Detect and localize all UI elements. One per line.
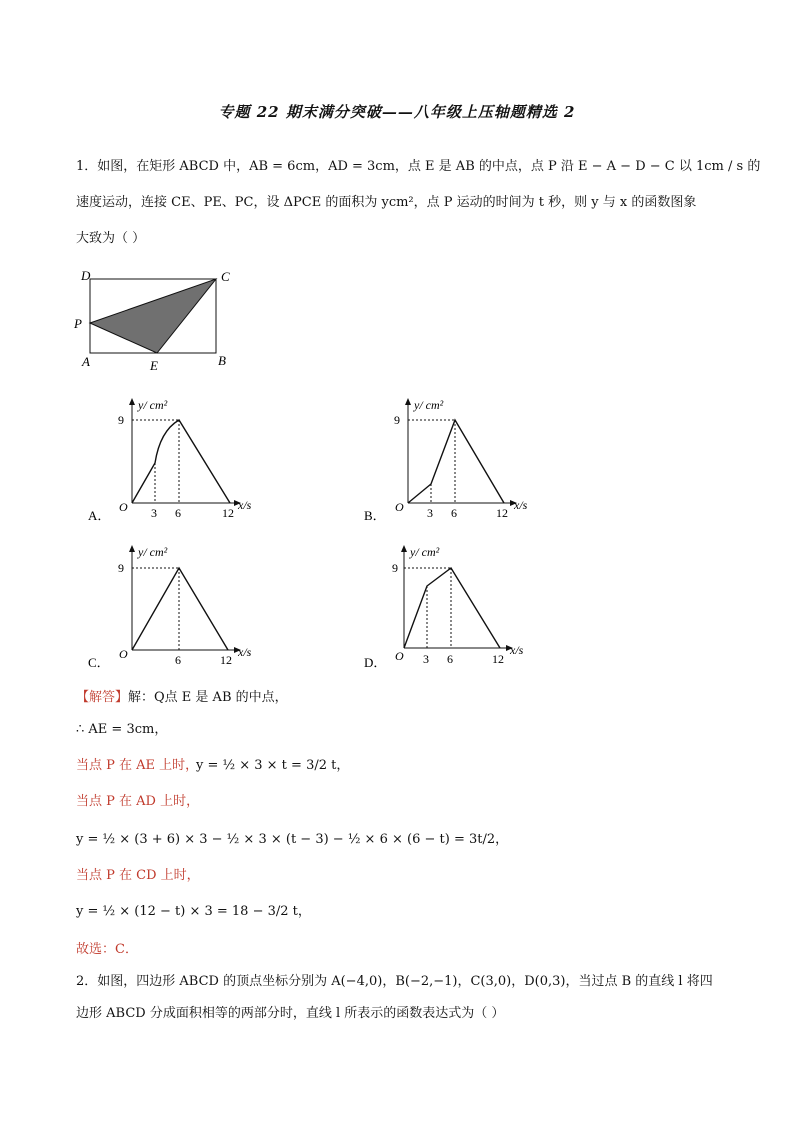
option-label: D． bbox=[364, 655, 387, 670]
x-tick: 12 bbox=[222, 506, 234, 520]
y-tick-9: 9 bbox=[392, 561, 398, 575]
y-axis-label: y/ cm² bbox=[414, 398, 444, 412]
solution-intro: 解：Q点 E 是 AB 的中点， bbox=[128, 690, 288, 705]
case-1-formula: y = ½ × 3 × t = 3/2 t， bbox=[196, 758, 350, 773]
origin-label: O bbox=[395, 649, 404, 663]
x-tick: 6 bbox=[175, 506, 181, 520]
label-P: P bbox=[74, 316, 82, 331]
question-2-line-1: 2．如图，四边形 ABCD 的顶点坐标分别为 A(−4,0)，B(−2,−1)，C(3,0)，D(0,3)，当过点 B 的直线 l 将四 bbox=[76, 974, 713, 989]
triangle-pce bbox=[90, 279, 216, 353]
option-b-graph bbox=[362, 393, 542, 528]
option-label: A． bbox=[88, 508, 111, 523]
y-tick-9: 9 bbox=[118, 561, 124, 575]
y-tick-9: 9 bbox=[394, 413, 400, 427]
x-axis-label: x/s bbox=[238, 645, 252, 659]
x-tick: 3 bbox=[427, 506, 433, 520]
question-1-line-1: 1．如图，在矩形 ABCD 中，AB = 6cm，AD = 3cm，点 E 是 AB 的中点，点 P 沿 E − A − D − C 以 1cm / s 的 bbox=[76, 159, 761, 174]
rectangle-figure bbox=[70, 262, 240, 377]
x-tick: 12 bbox=[220, 653, 232, 667]
option-a-graph bbox=[86, 393, 266, 528]
case-2-formula: y = ½ × (3 + 6) × 3 − ½ × 3 × (t − 3) − ½ × 6 × (6 − t) = 3t/2， bbox=[76, 832, 509, 847]
x-tick: 6 bbox=[175, 653, 181, 667]
y-axis-label: y/ cm² bbox=[138, 398, 168, 412]
label-C: C bbox=[221, 269, 230, 284]
solution-intro-line bbox=[76, 688, 288, 708]
label-A: A bbox=[82, 354, 90, 369]
option-label: C． bbox=[88, 655, 110, 670]
origin-label: O bbox=[395, 500, 404, 514]
y-axis-label: y/ cm² bbox=[410, 545, 440, 559]
case-3-formula: y = ½ × (12 − t) × 3 = 18 − 3/2 t， bbox=[76, 904, 311, 919]
x-axis-label: x/s bbox=[238, 498, 252, 512]
solution-heading: 【解答】 bbox=[76, 690, 129, 705]
y-tick-9: 9 bbox=[118, 413, 124, 427]
x-tick: 3 bbox=[423, 652, 429, 666]
label-D: D bbox=[81, 268, 91, 283]
label-B: B bbox=[218, 353, 226, 368]
x-tick: 12 bbox=[496, 506, 508, 520]
x-tick: 6 bbox=[447, 652, 453, 666]
solution-conclusion: 故选：C． bbox=[76, 942, 138, 957]
y-axis-label: y/ cm² bbox=[138, 545, 168, 559]
case-1-label: 当点 P 在 AE 上时， bbox=[76, 758, 199, 773]
x-axis-label: x/s bbox=[514, 498, 528, 512]
question-1-line-2: 速度运动，连接 CE、PE、PC，设 ΔPCE 的面积为 ycm²，点 P 运动的时间为 t 秒，则 y 与 x 的函数图象 bbox=[76, 195, 697, 210]
case-2-label: 当点 P 在 AD 上时， bbox=[76, 794, 200, 809]
x-tick: 12 bbox=[492, 652, 504, 666]
page-title: 专题 22 期末满分突破——八年级上压轴题精选 2 bbox=[218, 103, 576, 121]
origin-label: O bbox=[119, 647, 128, 661]
x-tick: 3 bbox=[151, 506, 157, 520]
option-label: B． bbox=[364, 508, 386, 523]
x-tick: 6 bbox=[451, 506, 457, 520]
question-2-line-2: 边形 ABCD 分成面积相等的两部分时，直线 l 所表示的函数表达式为（ ） bbox=[76, 1006, 505, 1021]
question-1-line-3: 大致为（ ） bbox=[76, 231, 146, 246]
x-axis-label: x/s bbox=[510, 643, 524, 657]
option-c-graph bbox=[86, 540, 266, 675]
solution-ae: ∴ AE = 3cm， bbox=[76, 722, 168, 737]
label-E: E bbox=[150, 358, 158, 373]
option-d-graph bbox=[362, 540, 542, 675]
origin-label: O bbox=[119, 500, 128, 514]
case-3-label: 当点 P 在 CD 上时， bbox=[76, 868, 200, 883]
